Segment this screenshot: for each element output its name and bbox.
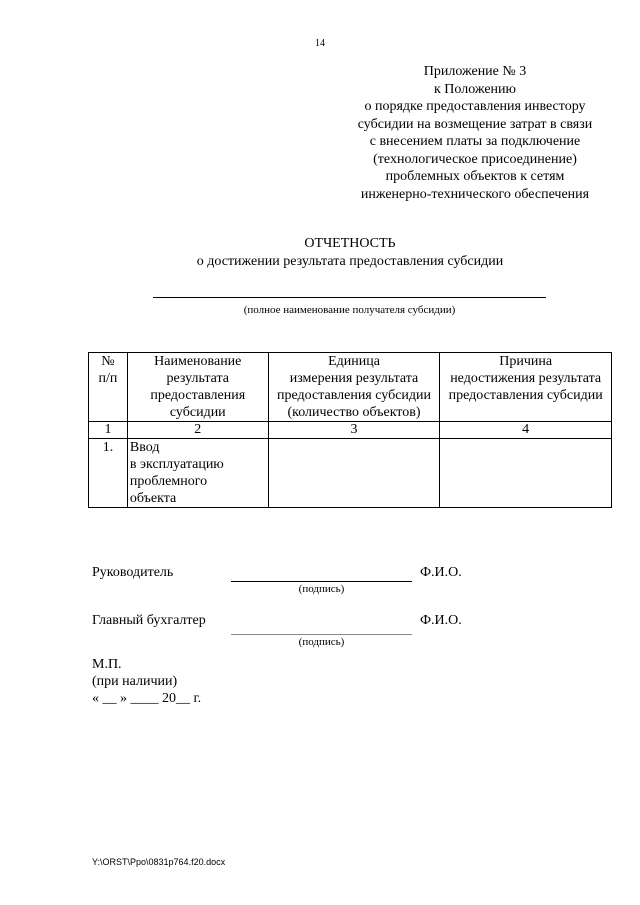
appendix-line: о порядке предоставления инвестору [364,99,586,114]
recipient-caption: (полное наименование получателя субсидии) [243,304,456,316]
header-text: предоставления [150,388,246,403]
recipient-name-line [153,297,546,298]
head-signature-caption: (подпись) [298,583,345,595]
table-row [89,439,612,508]
header-text: Наименование [154,354,242,369]
column-number: 2 [127,422,268,439]
date-line: « __ » ____ 20__ г. [92,691,202,706]
header-cell-result-name [127,353,268,422]
header-text: п/п [98,371,118,386]
header-text: предоставления субсидии [448,388,603,403]
report-table [88,352,612,508]
header-cell-reason [440,353,612,422]
row-result-name-cell [127,439,268,508]
appendix-line: к Положению [433,81,516,97]
page-number: 14 [315,38,325,49]
accountant-label: Главный бухгалтер [92,613,206,628]
header-text: субсидии [169,405,226,420]
row-unit-cell [268,439,440,508]
document-subtitle: о достижении результата предоставления субсидии [196,254,504,269]
appendix-line: (технологическое присоединение) [373,151,577,167]
header-text: результата [166,371,230,386]
cell-text: Ввод [129,440,160,455]
header-text: измерения результата [289,371,419,386]
header-text: недостижения результата [450,371,602,386]
stamp-line: М.П. [92,657,122,672]
header-cell-unit [268,353,440,422]
appendix-line: с внесением платы за подключение [369,134,581,149]
appendix-line: субсидии на возмещение затрат в связи [357,116,593,132]
appendix-line: инженерно-технического обеспечения [360,186,590,202]
appendix-line: проблемных объектов к сетям [385,169,565,184]
header-text: Единица [328,354,380,369]
appendix-header [320,63,630,203]
head-label: Руководитель [92,565,174,580]
accountant-signature-line [231,634,412,635]
head-signature-line [231,581,412,582]
table-header-row [89,353,612,422]
document-title: ОТЧЕТНОСТЬ [304,236,396,251]
column-number: 4 [440,422,612,439]
stamp-block [92,656,201,707]
column-number: 3 [268,422,440,439]
stamp-line: (при наличии) [92,674,178,689]
column-number: 1 [89,422,128,439]
cell-text: объекта [129,491,177,506]
header-text: Причина [499,354,553,369]
header-text: (количество объектов) [287,405,421,420]
accountant-signature-caption: (подпись) [298,636,345,648]
appendix-line: Приложение № 3 [423,64,527,79]
head-fio: Ф.И.О. [420,565,462,580]
header-cell-number [89,353,128,422]
header-text: предоставления субсидии [276,388,432,403]
accountant-fio: Ф.И.О. [420,613,462,628]
header-text: № [101,354,115,369]
cell-text: в эксплуатацию [129,457,224,472]
column-number-row [89,422,612,439]
file-path-footer: Y:\ORST\Ppo\0831p764.f20.docx [92,857,226,867]
cell-text: проблемного [129,474,208,489]
row-number-cell: 1. [89,439,128,508]
row-reason-cell [440,439,612,508]
